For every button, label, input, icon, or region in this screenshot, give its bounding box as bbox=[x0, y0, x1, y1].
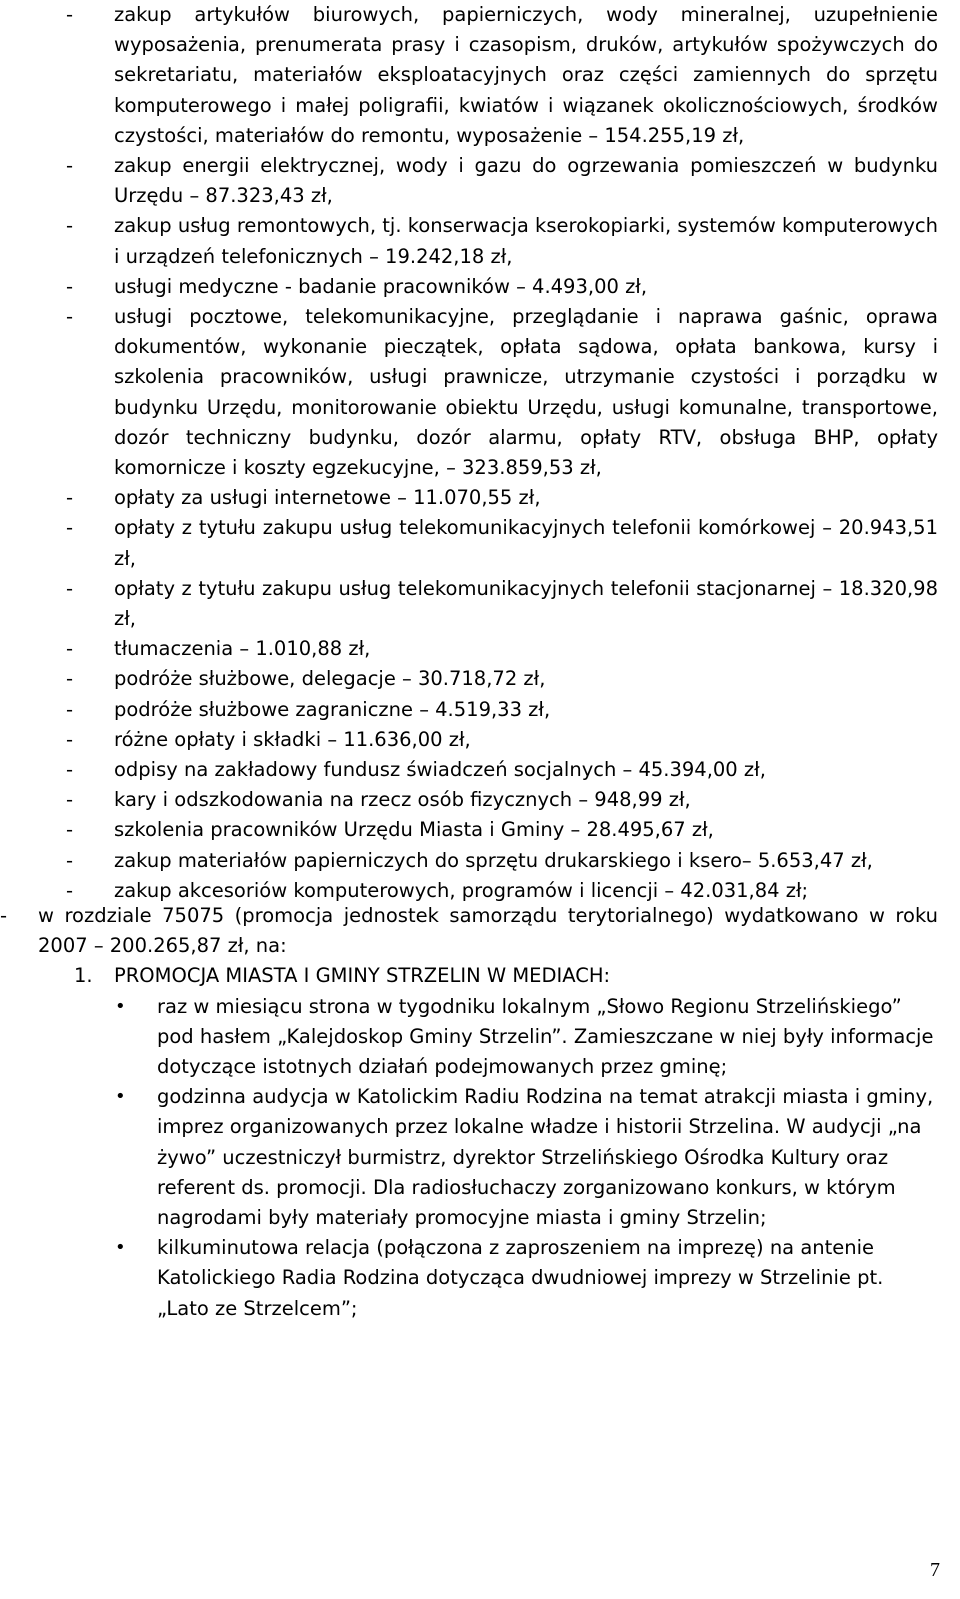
bullet-item-text: kilkuminutowa relacja (połączona z zaproszeniem na imprezę) na antenie Katolickiego Radia Rodzina dotycząca dwudniowej imprezy w Strzelinie pt. „Lato ze Strzelcem”; bbox=[157, 1236, 884, 1320]
bullet-marker: • bbox=[115, 1086, 126, 1108]
list-item-text: opłaty z tytułu zakupu usług telekomunikacyjnych telefonii komórkowej – 20.943,51 zł, bbox=[114, 516, 938, 570]
bullet-item bbox=[115, 1082, 938, 1233]
section-item bbox=[0, 901, 938, 961]
list-item-text: usługi pocztowe, telekomunikacyjne, przeglądanie i naprawa gaśnic, oprawa dokumentów, wykonanie pieczątek, opłata sądowa, opłata bankowa, kursy i szkolenia pracowników, usługi prawnicze, utrzymanie czystości i porządku w budynku Urzędu, monitorowanie obiektu Urzędu, usługi komunalne, transportowe, dozór techniczny budynku, dozór alarmu, opłaty RTV, obsługa BHP, opłaty komornicze i koszty egzekucyjne, – 323.859,53 zł, bbox=[114, 305, 938, 480]
list-item-text: podróże służbowe, delegacje – 30.718,72 zł, bbox=[114, 667, 546, 691]
list-item-text: kary i odszkodowania na rzecz osób fizycznych – 948,99 zł, bbox=[114, 788, 691, 812]
dash-marker: - bbox=[66, 758, 74, 782]
number-marker: 1. bbox=[74, 964, 93, 988]
list-item-text: zakup artykułów biurowych, papierniczych, wody mineralnej, uzupełnienie wyposażenia, prenumerata prasy i czasopism, druków, artykułów spożywczych do sekretariatu, materiałów eksploatacyjnych oraz części zamiennych do sprzętu komputerowego i małej poligrafii, kwiatów i wiązanek okolicznościowych, środków czystości, materiałów do remontu, wyposażenie – 154.255,19 zł, bbox=[114, 3, 938, 147]
dash-marker: - bbox=[66, 214, 74, 238]
bullet-marker: • bbox=[115, 995, 126, 1017]
numbered-heading bbox=[74, 961, 938, 991]
bullet-list bbox=[115, 992, 938, 1324]
list-item bbox=[66, 513, 938, 573]
list-item bbox=[66, 0, 938, 151]
dash-marker: - bbox=[66, 274, 74, 298]
dash-marker: - bbox=[66, 697, 74, 721]
list-item-text: odpisy na zakładowy fundusz świadczeń socjalnych – 45.394,00 zł, bbox=[114, 758, 766, 782]
dash-marker: - bbox=[66, 878, 74, 902]
dash-marker: - bbox=[66, 818, 74, 842]
list-item bbox=[66, 664, 938, 694]
list-item-text: różne opłaty i składki – 11.636,00 zł, bbox=[114, 727, 471, 751]
dash-marker: - bbox=[66, 637, 74, 661]
list-item bbox=[66, 483, 938, 513]
dash-marker: - bbox=[66, 576, 74, 600]
dash-marker: - bbox=[66, 154, 74, 178]
list-item bbox=[66, 574, 938, 634]
bullet-item bbox=[115, 1233, 938, 1324]
bullet-item bbox=[115, 992, 938, 1083]
dash-marker: - bbox=[66, 727, 74, 751]
list-item bbox=[66, 272, 938, 302]
list-item-text: szkolenia pracowników Urzędu Miasta i Gminy – 28.495,67 zł, bbox=[114, 818, 714, 842]
section-text: w rozdziale 75075 (promocja jednostek samorządu terytorialnego) wydatkowano w roku 2007 – 200.265,87 zł, na: bbox=[38, 904, 938, 958]
dash-marker: - bbox=[66, 3, 74, 26]
list-item bbox=[66, 725, 938, 755]
dash-marker: - bbox=[66, 305, 74, 329]
list-item-text: tłumaczenia – 1.010,88 zł, bbox=[114, 637, 371, 661]
dash-marker: - bbox=[66, 848, 74, 872]
section-75075 bbox=[0, 901, 960, 1324]
list-item bbox=[66, 815, 938, 845]
list-item bbox=[66, 211, 938, 271]
numbered-heading-text: PROMOCJA MIASTA I GMINY STRZELIN W MEDIACH: bbox=[114, 964, 611, 988]
list-item bbox=[66, 695, 938, 725]
dash-marker: - bbox=[66, 486, 74, 510]
list-item bbox=[66, 151, 938, 211]
bullet-item-text: godzinna audycja w Katolickim Radiu Rodzina na temat atrakcji miasta i gminy, imprez organizowanych przez lokalne władze i historii Strzelina. W audycji „na żywo” uczestniczył burmistrz, dyrektor Strzelińskiego Ośrodka Kultury oraz referent ds. promocji. Dla radiosłuchaczy zorganizowano konkurs, w którym nagrodami były materiały promocyjne miasta i gminy Strzelin; bbox=[157, 1085, 934, 1230]
list-item-text: zakup materiałów papierniczych do sprzętu drukarskiego i ksero– 5.653,47 zł, bbox=[114, 848, 873, 872]
dash-marker: - bbox=[66, 667, 74, 691]
list-item bbox=[66, 634, 938, 664]
list-item bbox=[66, 846, 938, 876]
list-item-text: zakup akcesoriów komputerowych, programów i licencji – 42.031,84 zł; bbox=[114, 878, 809, 902]
list-item bbox=[66, 785, 938, 815]
dash-marker: - bbox=[66, 516, 74, 540]
page-number: 7 bbox=[930, 1558, 940, 1581]
list-item bbox=[66, 755, 938, 785]
dash-marker: - bbox=[0, 904, 8, 927]
bullet-marker: • bbox=[115, 1237, 126, 1259]
list-item bbox=[66, 302, 938, 483]
list-item-text: usługi medyczne - badanie pracowników – 4.493,00 zł, bbox=[114, 274, 648, 298]
list-item-text: opłaty z tytułu zakupu usług telekomunikacyjnych telefonii stacjonarnej – 18.320,98 zł, bbox=[114, 576, 938, 631]
dash-marker: - bbox=[66, 788, 74, 812]
list-item-text: zakup energii elektrycznej, wody i gazu do ogrzewania pomieszczeń w budynku Urzędu – 87.323,43 zł, bbox=[114, 154, 938, 208]
list-item-text: podróże służbowe zagraniczne – 4.519,33 zł, bbox=[114, 697, 551, 721]
list-item-text: zakup usług remontowych, tj. konserwacja kserokopiarki, systemów komputerowych i urządzeń telefonicznych – 19.242,18 zł, bbox=[114, 214, 938, 268]
bullet-item-text: raz w miesiącu strona w tygodniku lokalnym „Słowo Regionu Strzelińskiego” pod hasłem „Kalejdoskop Gminy Strzelin”. Zamieszczane w niej były informacje dotyczące istotnych działań podejmowanych przez gminę; bbox=[157, 994, 934, 1079]
list-item-text: opłaty za usługi internetowe – 11.070,55 zł, bbox=[114, 486, 541, 510]
